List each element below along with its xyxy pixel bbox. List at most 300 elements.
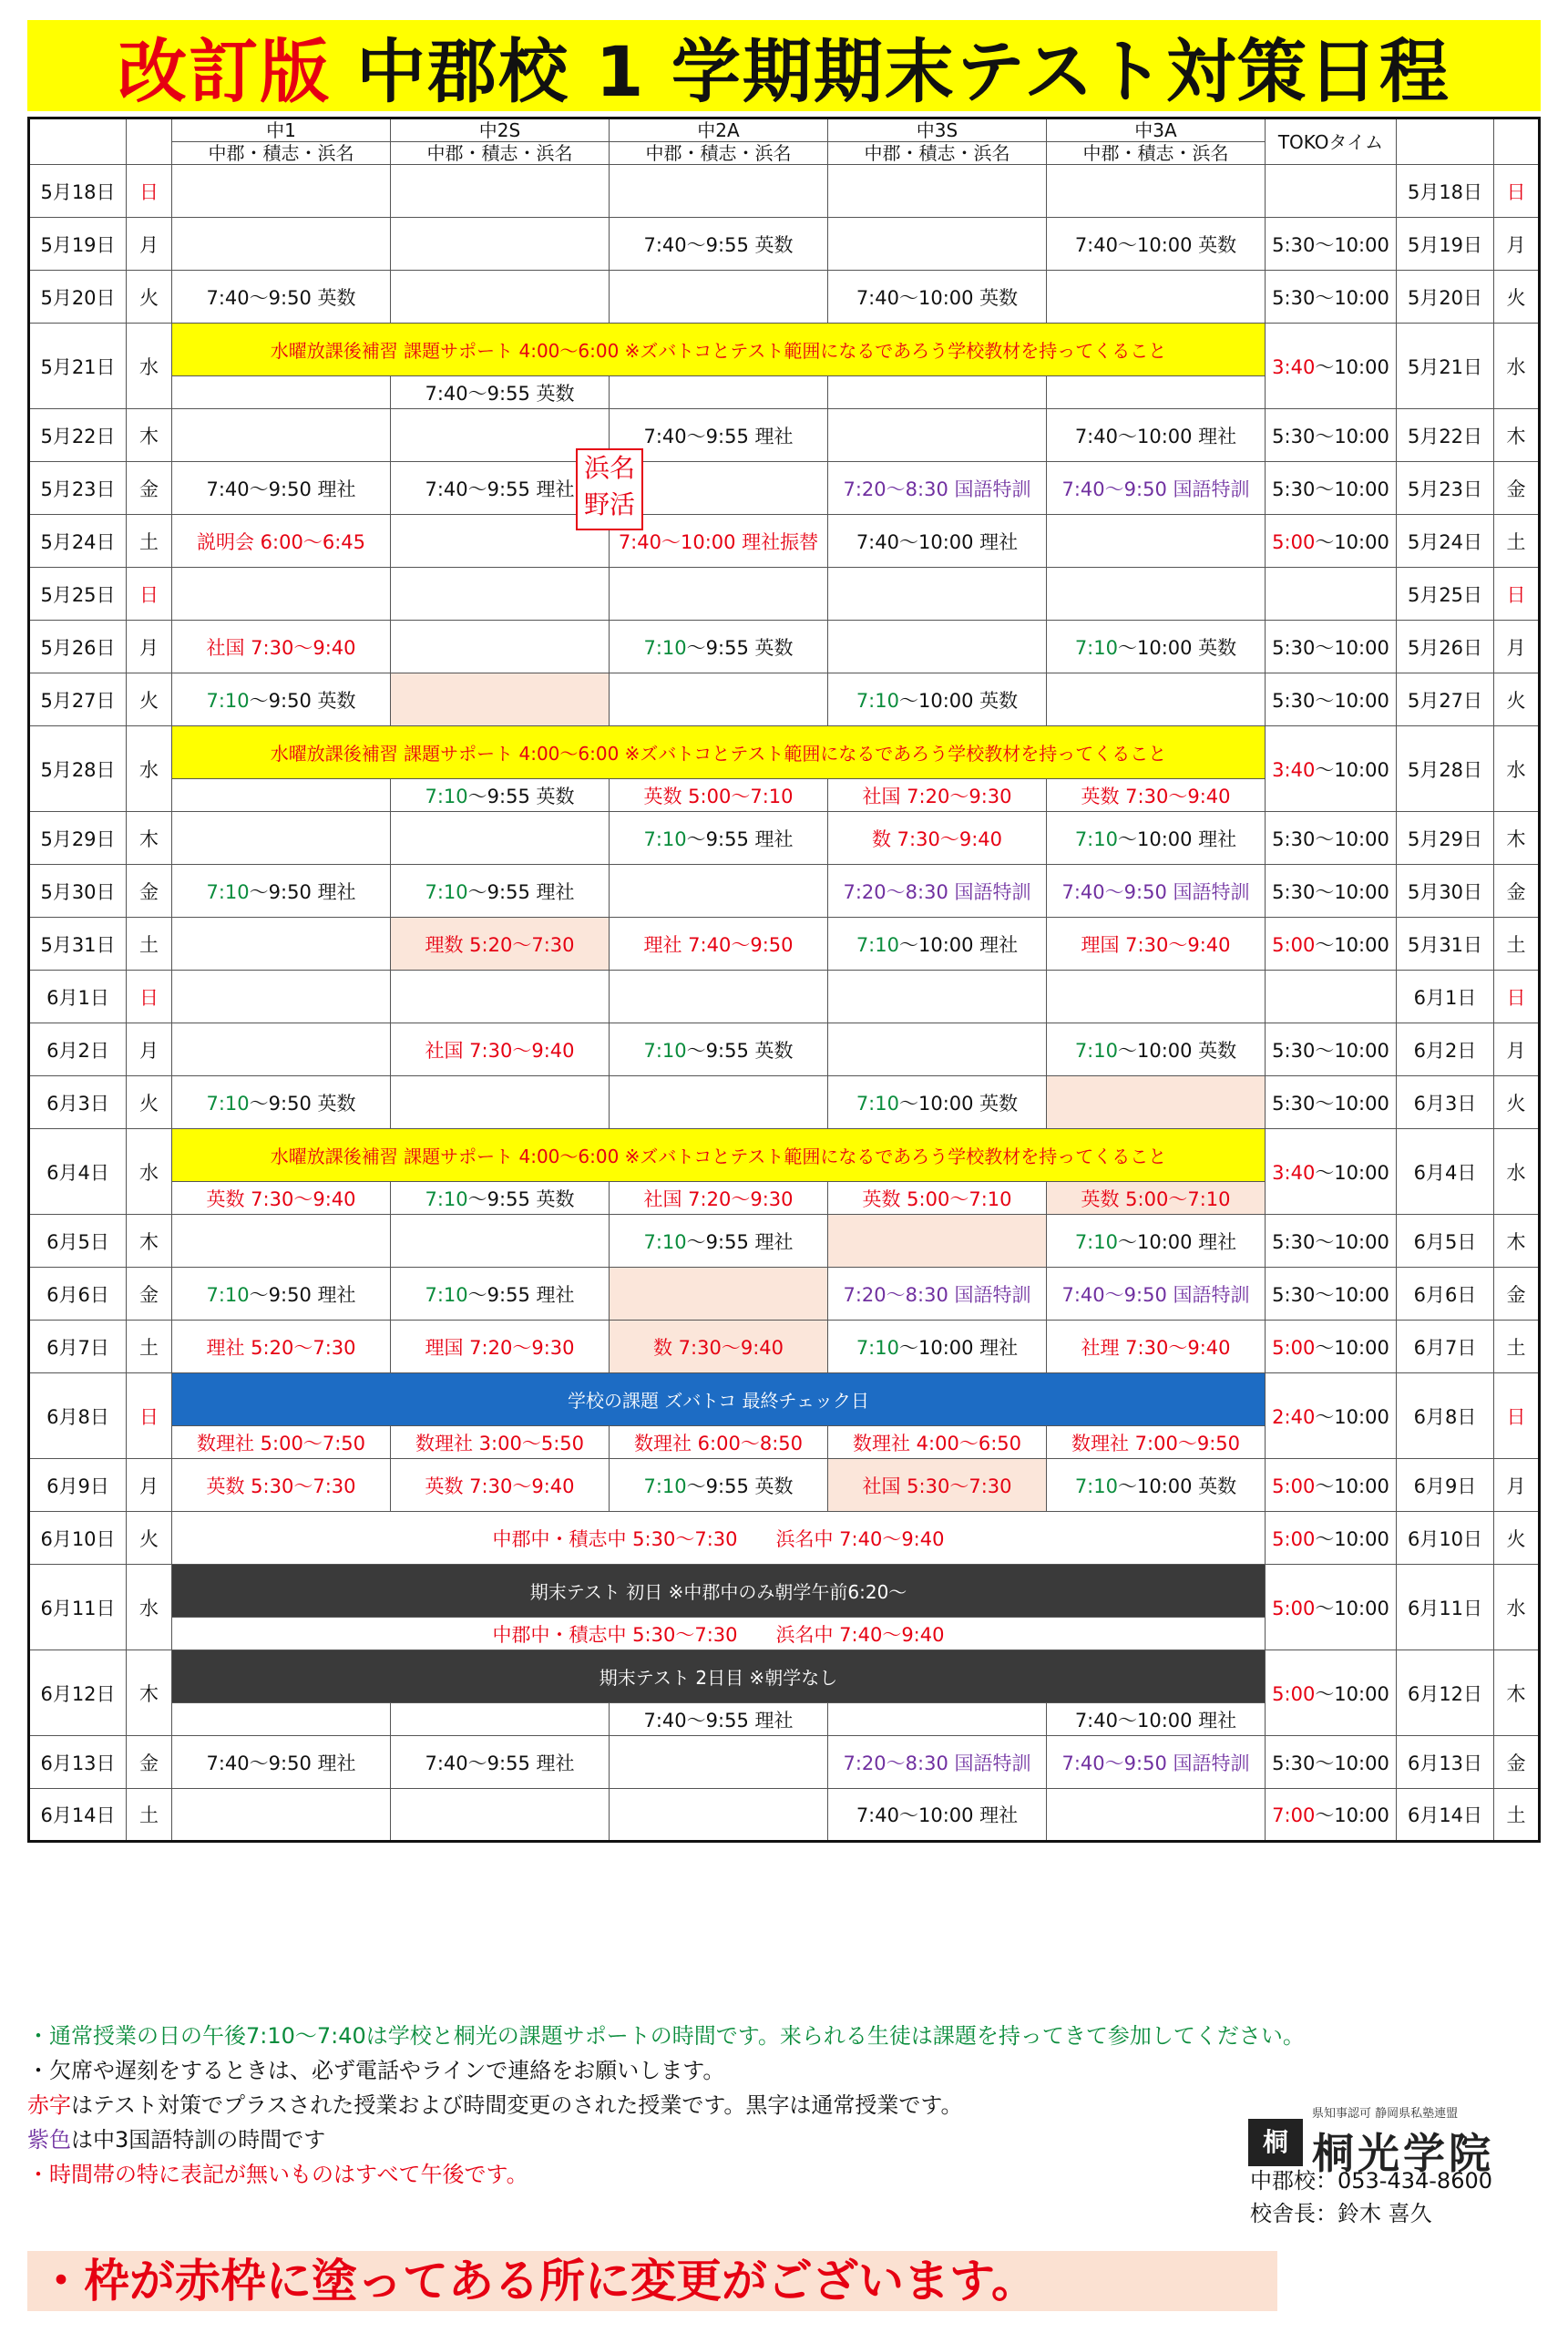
class-cell: 英数 7:30～9:40 [1047, 779, 1266, 812]
row-date-right: 5月25日 [1397, 568, 1494, 621]
class-cell: 7:40～10:00 理社 [828, 1789, 1047, 1842]
class-cell [172, 1703, 391, 1736]
row-toko: 5:30～10:00 [1266, 865, 1397, 918]
row-date: 5月29日 [29, 812, 127, 865]
class-cell: 7:40～10:00 理社振替 [610, 515, 828, 568]
class-cell: 7:10～9:55 英数 [391, 779, 610, 812]
class-cell: 理国 7:30～9:40 [1047, 918, 1266, 971]
row-day: 月 [127, 1023, 172, 1076]
row-banner: 水曜放課後補習 課題サポート 4:00～6:00 ※ズバトコとテスト範囲になるであろう学校教材を持ってくること [172, 324, 1266, 376]
row-day: 土 [127, 918, 172, 971]
class-cell [391, 673, 610, 726]
row-date: 5月26日 [29, 621, 127, 673]
row-date-right: 5月23日 [1397, 462, 1494, 515]
class-cell: 社国 7:30～9:40 [172, 621, 391, 673]
class-cell: 7:40～10:00 理社 [828, 515, 1047, 568]
class-cell [172, 376, 391, 409]
schedule-row [29, 918, 1540, 971]
class-cell: 7:10～9:55 英数 [391, 1182, 610, 1215]
row-day-right: 金 [1494, 462, 1540, 515]
row-day-right: 土 [1494, 515, 1540, 568]
class-cell: 7:20～8:30 国語特訓 [828, 865, 1047, 918]
class-cell [172, 971, 391, 1023]
class-cell [828, 376, 1047, 409]
class-cell [1047, 971, 1266, 1023]
class-cell [610, 865, 828, 918]
row-toko: 5:00～10:00 [1266, 515, 1397, 568]
schedule-row [29, 462, 1540, 515]
row-date-right: 6月5日 [1397, 1215, 1494, 1268]
row-date-right: 5月27日 [1397, 673, 1494, 726]
row-day-right: 金 [1494, 1736, 1540, 1789]
class-cell: 7:40～10:00 英数 [1047, 218, 1266, 271]
note-red-text: 赤字はテスト対策でプラスされた授業および時間変更のされた授業です。黒字は通常授業です。 [27, 2092, 963, 2118]
row-day: 土 [127, 1789, 172, 1842]
row-toko: 5:30～10:00 [1266, 409, 1397, 462]
row-day-right: 水 [1494, 1565, 1540, 1650]
row-day: 土 [127, 1321, 172, 1373]
class-cell: 英数 7:30～9:40 [172, 1182, 391, 1215]
row-date-right: 5月26日 [1397, 621, 1494, 673]
row-toko: 5:30～10:00 [1266, 1215, 1397, 1268]
header-toko: TOKOタイム [1266, 118, 1397, 165]
row-day-right: 土 [1494, 918, 1540, 971]
schedule-row [29, 1736, 1540, 1789]
header-day-right [1494, 118, 1540, 165]
class-cell: 7:10～10:00 英数 [1047, 621, 1266, 673]
row-day: 火 [127, 1076, 172, 1129]
schedule-row [29, 812, 1540, 865]
class-cell [172, 812, 391, 865]
class-cell [1047, 271, 1266, 324]
row-date-right: 5月30日 [1397, 865, 1494, 918]
class-cell [1047, 673, 1266, 726]
row-date-right: 5月29日 [1397, 812, 1494, 865]
row-toko: 5:30～10:00 [1266, 462, 1397, 515]
row-day-right: 木 [1494, 1215, 1540, 1268]
row-date: 6月12日 [29, 1650, 127, 1736]
logo-mark-icon: 桐 [1248, 2119, 1303, 2166]
contact-info [1250, 2164, 1492, 2230]
row-day-right: 土 [1494, 1321, 1540, 1373]
class-cell: 7:10～9:50 理社 [172, 1268, 391, 1321]
schedule-row [29, 1129, 1540, 1182]
class-cell: 数理社 6:00～8:50 [610, 1426, 828, 1459]
row-day-right: 水 [1494, 726, 1540, 812]
row-date: 6月10日 [29, 1512, 127, 1565]
class-cell [828, 568, 1047, 621]
class-cell [1047, 1076, 1266, 1129]
schedule-row [29, 726, 1540, 779]
class-cell [1047, 165, 1266, 218]
row-day-right: 水 [1494, 324, 1540, 409]
class-cell: 7:10～10:00 理社 [1047, 1215, 1266, 1268]
row-date-right: 6月1日 [1397, 971, 1494, 1023]
class-cell: 7:10～9:50 英数 [172, 673, 391, 726]
schedule-row [29, 1650, 1540, 1703]
class-cell: 7:40～9:50 英数 [172, 271, 391, 324]
class-cell: 7:10～9:55 英数 [610, 1023, 828, 1076]
schedule-row [29, 621, 1540, 673]
class-cell [610, 568, 828, 621]
schedule-row [29, 1268, 1540, 1321]
row-date-right: 5月21日 [1397, 324, 1494, 409]
row-date: 5月27日 [29, 673, 127, 726]
row-toko: 5:30～10:00 [1266, 812, 1397, 865]
schedule-row [29, 1512, 1540, 1565]
row-day-right: 火 [1494, 271, 1540, 324]
row-day: 木 [127, 409, 172, 462]
row-date: 6月5日 [29, 1215, 127, 1268]
class-cell [172, 918, 391, 971]
header-schools: 中郡・積志・浜名 [1047, 142, 1266, 165]
row-banner: 学校の課題 ズバトコ 最終チェック日 [172, 1373, 1266, 1426]
class-cell [1047, 376, 1266, 409]
class-cell [610, 376, 828, 409]
row-banner: 期末テスト 2日目 ※朝学なし [172, 1650, 1266, 1703]
header-class: 中3A [1047, 118, 1266, 142]
row-day-right: 水 [1494, 1129, 1540, 1215]
class-cell: 理社 7:40～9:50 [610, 918, 828, 971]
row-toko: 5:30～10:00 [1266, 673, 1397, 726]
row-day-right: 月 [1494, 621, 1540, 673]
class-cell [610, 165, 828, 218]
header-day [127, 118, 172, 165]
row-day-right: 日 [1494, 971, 1540, 1023]
class-cell: 社国 5:30～7:30 [828, 1459, 1047, 1512]
schedule-row [29, 1373, 1540, 1426]
class-cell [391, 1215, 610, 1268]
row-day: 金 [127, 865, 172, 918]
row-date: 6月14日 [29, 1789, 127, 1842]
class-cell: 7:10～10:00 英数 [828, 1076, 1047, 1129]
row-date-right: 6月12日 [1397, 1650, 1494, 1736]
row-banner: 水曜放課後補習 課題サポート 4:00～6:00 ※ズバトコとテスト範囲になるであろう学校教材を持ってくること [172, 726, 1266, 779]
row-day: 木 [127, 812, 172, 865]
row-date: 6月13日 [29, 1736, 127, 1789]
row-date-right: 5月24日 [1397, 515, 1494, 568]
class-cell [391, 165, 610, 218]
class-cell [391, 1703, 610, 1736]
class-cell [391, 271, 610, 324]
class-cell [610, 1268, 828, 1321]
row-date-right: 6月8日 [1397, 1373, 1494, 1459]
row-day-right: 土 [1494, 1789, 1540, 1842]
class-cell: 7:40～9:55 理社 [610, 409, 828, 462]
class-cell [610, 1076, 828, 1129]
class-cell: 英数 5:30～7:30 [172, 1459, 391, 1512]
class-cell [828, 971, 1047, 1023]
row-day: 月 [127, 621, 172, 673]
row-date-right: 5月22日 [1397, 409, 1494, 462]
class-cell: 7:10～9:55 理社 [391, 865, 610, 918]
schedule-row [29, 324, 1540, 376]
class-cell [391, 812, 610, 865]
class-cell [391, 568, 610, 621]
row-day-right: 木 [1494, 409, 1540, 462]
row-day-right: 火 [1494, 673, 1540, 726]
row-toko: 5:00～10:00 [1266, 918, 1397, 971]
row-toko: 5:30～10:00 [1266, 1736, 1397, 1789]
class-cell: 社国 7:20～9:30 [610, 1182, 828, 1215]
note-pm: ・時間帯の特に表記が無いものはすべて午後です。 [27, 2162, 528, 2187]
row-date-right: 5月28日 [1397, 726, 1494, 812]
note-support: ・通常授業の日の午後7:10～7:40は学校と桐光の課題サポートの時間です。来られる生徒は課題を持ってきて参加してください。 [27, 2023, 1305, 2049]
row-toko: 5:30～10:00 [1266, 1076, 1397, 1129]
row-date-right: 6月6日 [1397, 1268, 1494, 1321]
row-day: 土 [127, 515, 172, 568]
row-date: 6月9日 [29, 1459, 127, 1512]
row-toko: 5:30～10:00 [1266, 1023, 1397, 1076]
row-toko: 5:00～10:00 [1266, 1565, 1397, 1650]
row-toko: 5:30～10:00 [1266, 621, 1397, 673]
row-date: 6月4日 [29, 1129, 127, 1215]
row-date-right: 6月14日 [1397, 1789, 1494, 1842]
row-day-right: 日 [1494, 165, 1540, 218]
row-day-right: 月 [1494, 1459, 1540, 1512]
class-cell: 数理社 7:00～9:50 [1047, 1426, 1266, 1459]
header-date [29, 118, 127, 165]
schedule-row [29, 1076, 1540, 1129]
schedule-row [29, 1789, 1540, 1842]
row-date: 6月3日 [29, 1076, 127, 1129]
row-toko [1266, 165, 1397, 218]
class-cell [610, 1736, 828, 1789]
schedule-row [29, 271, 1540, 324]
schedule-row [29, 165, 1540, 218]
class-cell: 7:40～9:55 理社 [610, 1703, 828, 1736]
class-cell: 7:40～10:00 英数 [828, 271, 1047, 324]
row-toko: 5:00～10:00 [1266, 1321, 1397, 1373]
row-day: 日 [127, 165, 172, 218]
class-cell [172, 409, 391, 462]
class-cell [391, 218, 610, 271]
row-merged: 中郡中・積志中 5:30～7:30 浜名中 7:40～9:40 [172, 1512, 1266, 1565]
row-toko: 5:00～10:00 [1266, 1459, 1397, 1512]
row-day-right: 金 [1494, 1268, 1540, 1321]
row-day: 火 [127, 673, 172, 726]
class-cell: 数理社 5:00～7:50 [172, 1426, 391, 1459]
class-cell: 7:10～10:00 英数 [828, 673, 1047, 726]
row-day: 日 [127, 971, 172, 1023]
row-day: 金 [127, 1736, 172, 1789]
class-cell: 7:10～10:00 英数 [1047, 1023, 1266, 1076]
header-class: 中3S [828, 118, 1047, 142]
class-cell: 7:10～10:00 理社 [1047, 812, 1266, 865]
title-revision: 改訂版 [118, 30, 332, 112]
header-schools: 中郡・積志・浜名 [391, 142, 610, 165]
row-toko [1266, 568, 1397, 621]
row-date-right: 5月20日 [1397, 271, 1494, 324]
class-cell: 英数 5:00～7:10 [610, 779, 828, 812]
class-cell: 7:40～9:55 英数 [391, 376, 610, 409]
class-cell: 7:20～8:30 国語特訓 [828, 462, 1047, 515]
class-cell: 7:40～10:00 理社 [1047, 1703, 1266, 1736]
class-cell: 7:40～9:50 国語特訓 [1047, 865, 1266, 918]
class-cell: 7:40～9:50 国語特訓 [1047, 462, 1266, 515]
title-main: 中郡校 1 学期期末テスト対策日程 [356, 30, 1450, 112]
row-date: 5月21日 [29, 324, 127, 409]
schedule-row [29, 568, 1540, 621]
logo-sub: 県知事認可 静岡県私塾連盟 [1312, 2107, 1459, 2121]
row-toko: 7:00～10:00 [1266, 1789, 1397, 1842]
class-cell: 数 7:30～9:40 [828, 812, 1047, 865]
stamp-hamana-yakatsu: 浜名 野活 [576, 448, 643, 530]
row-date: 5月24日 [29, 515, 127, 568]
row-toko: 3:40～10:00 [1266, 726, 1397, 812]
header-schools: 中郡・積志・浜名 [172, 142, 391, 165]
row-toko: 5:30～10:00 [1266, 218, 1397, 271]
class-cell [1047, 568, 1266, 621]
row-date-right: 5月31日 [1397, 918, 1494, 971]
class-cell [828, 218, 1047, 271]
row-merged: 中郡中・積志中 5:30～7:30 浜名中 7:40～9:40 [172, 1618, 1266, 1650]
row-toko: 5:00～10:00 [1266, 1512, 1397, 1565]
row-toko [1266, 971, 1397, 1023]
row-day-right: 火 [1494, 1512, 1540, 1565]
row-date: 5月18日 [29, 165, 127, 218]
schedule-row [29, 673, 1540, 726]
class-cell [610, 271, 828, 324]
schedule-row [29, 218, 1540, 271]
row-day: 水 [127, 1565, 172, 1650]
row-date: 6月2日 [29, 1023, 127, 1076]
header-class: 中2S [391, 118, 610, 142]
row-date-right: 6月13日 [1397, 1736, 1494, 1789]
row-day: 日 [127, 568, 172, 621]
class-cell: 理社 5:20～7:30 [172, 1321, 391, 1373]
class-cell: 7:10～10:00 理社 [828, 918, 1047, 971]
class-cell [1047, 1789, 1266, 1842]
row-day: 水 [127, 1129, 172, 1215]
class-cell [391, 1789, 610, 1842]
row-date-right: 6月2日 [1397, 1023, 1494, 1076]
class-cell: 7:40～9:50 理社 [172, 1736, 391, 1789]
class-cell: 7:40～9:55 理社 [391, 462, 610, 515]
schedule-row [29, 1023, 1540, 1076]
row-day: 火 [127, 1512, 172, 1565]
class-cell: 英数 5:00～7:10 [1047, 1182, 1266, 1215]
class-cell: 理国 7:20～9:30 [391, 1321, 610, 1373]
row-date: 5月30日 [29, 865, 127, 918]
row-day-right: 月 [1494, 218, 1540, 271]
class-cell: 数理社 4:00～6:50 [828, 1426, 1047, 1459]
row-day: 水 [127, 726, 172, 812]
class-cell [610, 971, 828, 1023]
class-cell [828, 621, 1047, 673]
schedule-row [29, 515, 1540, 568]
class-cell: 7:10～9:55 理社 [391, 1268, 610, 1321]
schedule-row [29, 1459, 1540, 1512]
class-cell [828, 409, 1047, 462]
schedule-row [29, 409, 1540, 462]
class-cell [172, 1789, 391, 1842]
row-date-right: 6月3日 [1397, 1076, 1494, 1129]
schedule-row [29, 1321, 1540, 1373]
row-banner: 水曜放課後補習 課題サポート 4:00～6:00 ※ズバトコとテスト範囲になるであろう学校教材を持ってくること [172, 1129, 1266, 1182]
note-absence: ・欠席や遅刻をするときは、必ず電話やラインで連絡をお願いします。 [27, 2058, 725, 2083]
row-day-right: 火 [1494, 1076, 1540, 1129]
row-day: 水 [127, 324, 172, 409]
row-date: 5月22日 [29, 409, 127, 462]
row-day: 月 [127, 1459, 172, 1512]
class-cell [172, 218, 391, 271]
class-cell: 社国 7:30～9:40 [391, 1023, 610, 1076]
row-day: 月 [127, 218, 172, 271]
row-day: 金 [127, 1268, 172, 1321]
schedule-row [29, 1565, 1540, 1618]
class-cell: 英数 7:30～9:40 [391, 1459, 610, 1512]
class-cell: 7:10～9:50 理社 [172, 865, 391, 918]
class-cell: 7:10～10:00 理社 [828, 1321, 1047, 1373]
header-schools: 中郡・積志・浜名 [828, 142, 1047, 165]
class-cell [828, 1215, 1047, 1268]
row-day-right: 月 [1494, 1023, 1540, 1076]
class-cell [828, 1023, 1047, 1076]
header-class: 中2A [610, 118, 828, 142]
class-cell: 7:10～9:55 英数 [610, 621, 828, 673]
class-cell: 英数 5:00～7:10 [828, 1182, 1047, 1215]
class-cell: 数理社 3:00～5:50 [391, 1426, 610, 1459]
class-cell [828, 165, 1047, 218]
row-toko: 3:40～10:00 [1266, 324, 1397, 409]
row-day-right: 木 [1494, 1650, 1540, 1736]
class-cell: 7:40～9:50 国語特訓 [1047, 1268, 1266, 1321]
row-toko: 2:40～10:00 [1266, 1373, 1397, 1459]
class-cell [391, 971, 610, 1023]
class-cell: 7:40～9:55 英数 [610, 218, 828, 271]
note-purple: 紫色は中3国語特訓の時間です [27, 2127, 326, 2153]
row-date-right: 5月19日 [1397, 218, 1494, 271]
row-date: 5月23日 [29, 462, 127, 515]
class-cell: 社国 7:20～9:30 [828, 779, 1047, 812]
row-date-right: 6月9日 [1397, 1459, 1494, 1512]
row-day: 金 [127, 462, 172, 515]
class-cell [172, 1215, 391, 1268]
class-cell: 7:40～9:50 理社 [172, 462, 391, 515]
class-cell: 7:40～10:00 理社 [1047, 409, 1266, 462]
class-cell [172, 1023, 391, 1076]
schedule-row [29, 865, 1540, 918]
row-date: 6月11日 [29, 1565, 127, 1650]
class-cell [172, 568, 391, 621]
schedule-row [29, 1215, 1540, 1268]
row-day: 木 [127, 1650, 172, 1736]
header-class: 中1 [172, 118, 391, 142]
class-cell: 説明会 6:00～6:45 [172, 515, 391, 568]
class-cell [391, 1076, 610, 1129]
row-day-right: 木 [1494, 812, 1540, 865]
class-cell: 7:10～9:50 英数 [172, 1076, 391, 1129]
row-date-right: 5月18日 [1397, 165, 1494, 218]
class-cell [610, 673, 828, 726]
class-cell [1047, 515, 1266, 568]
row-date-right: 6月11日 [1397, 1565, 1494, 1650]
class-cell: 7:40～9:50 国語特訓 [1047, 1736, 1266, 1789]
logo-name: 桐光学院 [1312, 2129, 1494, 2178]
row-day: 火 [127, 271, 172, 324]
class-cell: 7:10～10:00 英数 [1047, 1459, 1266, 1512]
row-date: 6月7日 [29, 1321, 127, 1373]
header-schools: 中郡・積志・浜名 [610, 142, 828, 165]
row-day-right: 日 [1494, 1373, 1540, 1459]
header-date-right [1397, 118, 1494, 165]
row-date: 6月8日 [29, 1373, 127, 1459]
row-date: 5月31日 [29, 918, 127, 971]
class-cell [391, 621, 610, 673]
class-cell: 7:20～8:30 国語特訓 [828, 1268, 1047, 1321]
row-date: 5月25日 [29, 568, 127, 621]
